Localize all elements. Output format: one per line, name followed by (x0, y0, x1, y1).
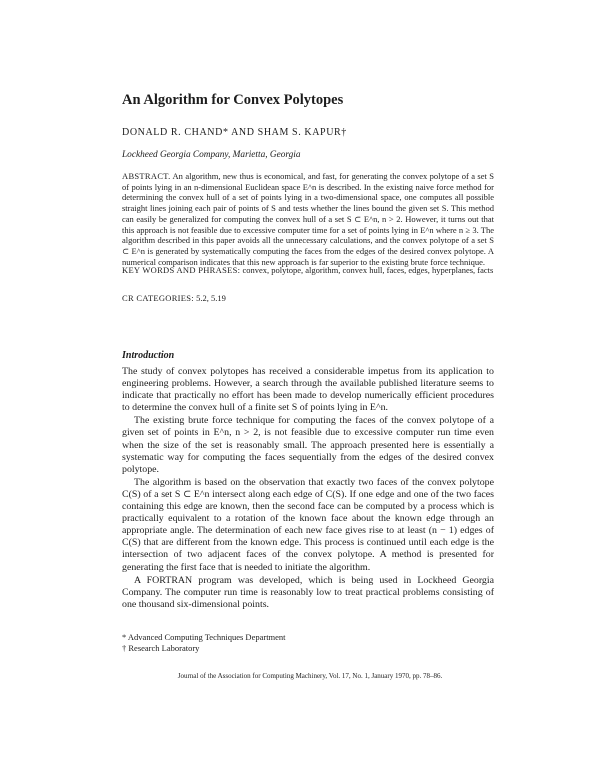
keywords-label: KEY WORDS AND PHRASES: (122, 265, 241, 275)
paragraph: The algorithm is based on the observation that exactly two faces of the convex polytope C(S) of a set S ⊂ E^n intersect along each edge of C(S). If one edge and one of the two faces containing this edge are known, then the second face can be computed by a process which is practically equivalent to a rotation of the known face about the known edge through an appropriate angle. The determination of each new face gives rise to at least (n − 1) edges of C(S) that are different from the known edge. This process is continued until each edge is the intersection of two adjacent faces of the convex polytope. A method is presented for generating the first face that is needed to initiate the algorithm. (122, 476, 494, 573)
keywords (122, 265, 494, 276)
affiliation: Lockheed Georgia Company, Marietta, Georgia (122, 150, 301, 160)
section-heading: Introduction (122, 350, 175, 361)
abstract-label: ABSTRACT. (122, 171, 171, 181)
author-line: DONALD R. CHAND* AND SHAM S. KAPUR† (122, 127, 347, 138)
paragraph: The study of convex polytopes has received a considerable impetus from its application to engineering problems. However, a search through the available published literature seems to indicate that practically no effort has been made to develop numerically efficient procedures to determine the convex hull of a finite set S of points lying in E^n. (122, 366, 494, 414)
paragraph: A FORTRAN program was developed, which is being used in Lockheed Georgia Company. The computer run time is reasonably low to treat practical problems consisting of one thousand six-dimensional points. (122, 574, 494, 610)
abstract-text: An algorithm, new thus is economical, and fast, for generating the convex polytope of a set S of points lying in an n-dimensional Euclidean space E^n is described. In the existing naive force method for determining the convex hull of a set of points lying in a two-dimensional space, one computes all possible straight lines joining each pair of points of S and tests whether the lines bound the given set S. This method can easily be generalized for computing the convex hull of a set S ⊂ E^n, n > 2. However, it turns out that this approach is not feasible due to excessive computer time for a set of points lying in E^n where n ≥ 3. The algorithm described in this paper avoids all the unnecessary calculations, and the convex polytope of a set S ⊂ E^n is generated by systematically computing the faces from the edges of the desired convex polytope. A numerical comparison indicates that this new approach is far superior to the existing brute force technique. (122, 171, 495, 267)
footnotes (122, 632, 494, 653)
cr-categories-label: CR CATEGORIES: (122, 293, 194, 303)
abstract (122, 171, 494, 267)
body-text (122, 366, 494, 612)
footnote: * Advanced Computing Techniques Department (122, 632, 286, 642)
cr-categories (122, 293, 494, 304)
paragraph: The existing brute force technique for computing the faces of the convex polytope of a given set of points in E^n, n > 2, is not feasible due to excessive computer run time even when the size of the set is reasonably small. The approach presented here is essentially a systematic way for computing the faces sequentially from the edges of the desired convex polytope. (122, 415, 494, 475)
footnote: † Research Laboratory (122, 642, 200, 653)
keywords-text: convex, polytope, algorithm, convex hull, faces, edges, hyperplanes, facts (242, 265, 494, 275)
paper-title: An Algorithm for Convex Polytopes (122, 92, 344, 108)
cr-categories-text: 5.2, 5.19 (196, 293, 226, 303)
journal-citation: Journal of the Association for Computing Machinery, Vol. 17, No. 1, January 1970, pp. 78–86. (177, 672, 443, 680)
